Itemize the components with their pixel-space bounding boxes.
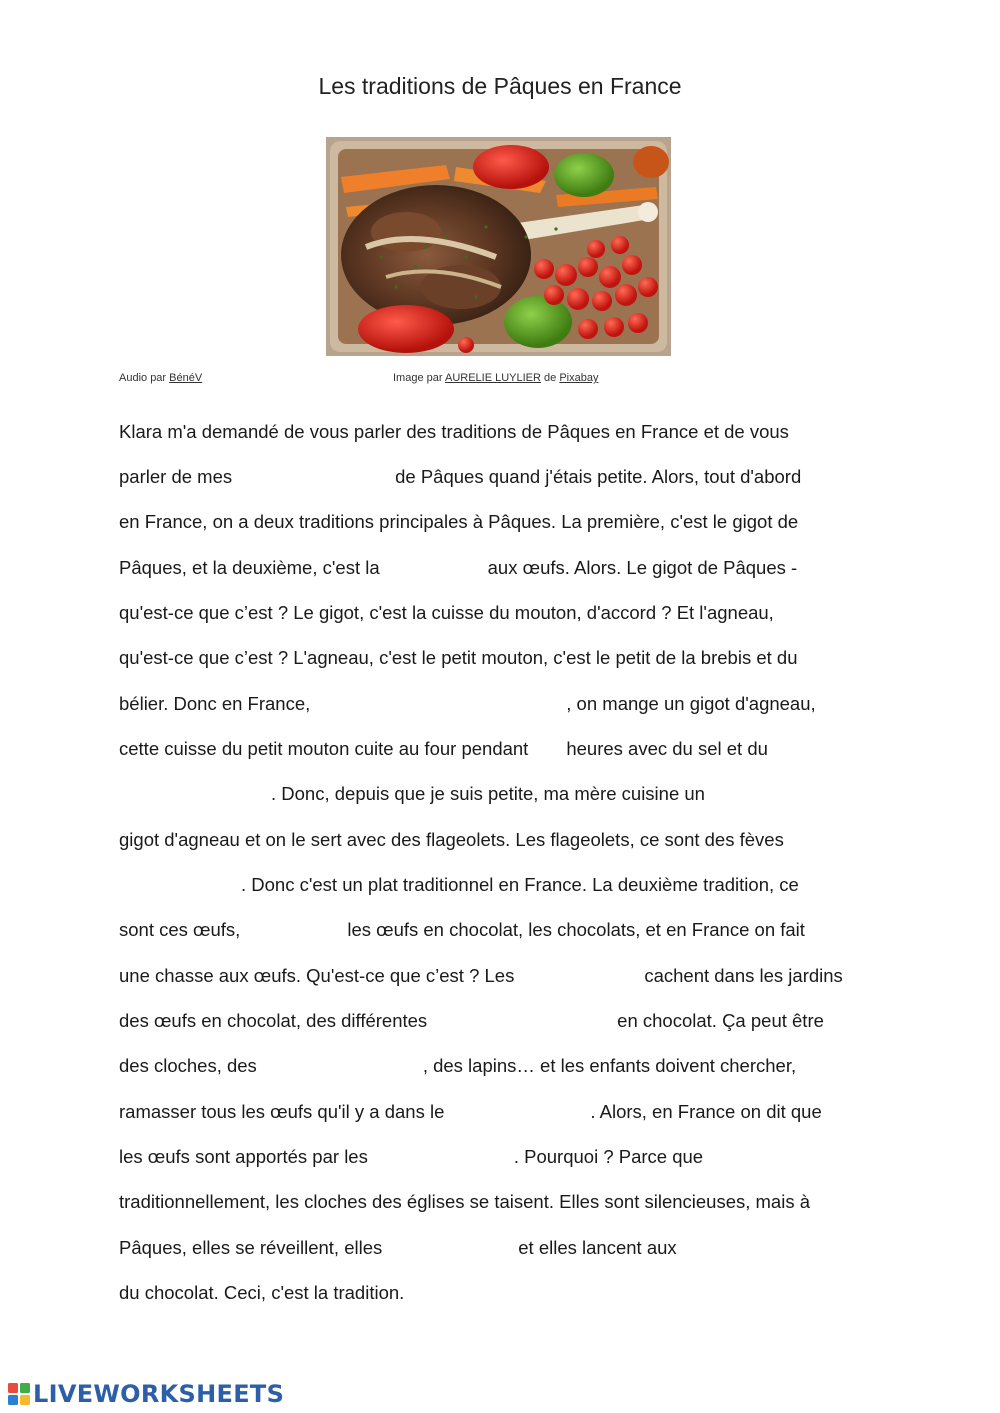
blank-field[interactable] [257, 1071, 423, 1072]
line-text: ramasser tous les œufs qu'il y a dans le [119, 1101, 445, 1122]
blank-field[interactable] [119, 799, 271, 800]
line-text: . Donc, depuis que je suis petite, ma mère cuisine un [271, 783, 705, 804]
line-text: traditionnellement, les cloches des églises se taisent. Elles sont silencieuses, mais à [119, 1191, 811, 1212]
blank-field[interactable] [380, 573, 488, 574]
line-text: les œufs en chocolat, les chocolats, et en France on fait [347, 919, 805, 940]
logo-blocks-icon [8, 1383, 30, 1405]
line-text: des œufs en chocolat, des différentes [119, 1010, 428, 1031]
line-text: et elles lancent aux [518, 1237, 677, 1258]
transcript-line [119, 693, 816, 715]
blank-field[interactable] [232, 482, 395, 483]
line-text: sont ces œufs, [119, 919, 241, 940]
line-text: des cloches, des [119, 1055, 257, 1076]
transcript-line [119, 647, 797, 669]
transcript-line [119, 1282, 404, 1304]
line-text: Pâques, et la deuxième, c'est la [119, 557, 380, 578]
transcript-line [119, 1101, 822, 1123]
line-text: de Pâques quand j'étais petite. Alors, tout d'abord [395, 466, 802, 487]
line-text: cachent dans les jardins [644, 965, 843, 986]
line-text: . Alors, en France on dit que [590, 1101, 822, 1122]
transcript-line [119, 738, 768, 760]
line-text: aux œufs. Alors. Le gigot de Pâques - [487, 557, 798, 578]
line-text: cette cuisse du petit mouton cuite au four pendant [119, 738, 529, 759]
transcript-line [119, 421, 789, 443]
page-title: Les traditions de Pâques en France [318, 73, 682, 99]
transcript-line [119, 602, 774, 624]
line-text: bélier. Donc en France, [119, 693, 311, 714]
line-text: Klara m'a demandé de vous parler des traditions de Pâques en France et de vous [119, 421, 789, 442]
logo-text: LIVEWORKSHEETS [33, 1380, 285, 1408]
transcript-line [119, 829, 784, 851]
blank-field[interactable] [382, 1253, 518, 1254]
line-text: , des lapins… et les enfants doivent chercher, [422, 1055, 797, 1076]
blank-field[interactable] [310, 709, 566, 710]
transcript-line [119, 874, 799, 896]
line-text: parler de mes [119, 466, 233, 487]
blank-field[interactable] [427, 1026, 617, 1027]
line-text: en chocolat. Ça peut être [617, 1010, 824, 1031]
transcript-line [119, 1191, 810, 1213]
transcript-line [119, 965, 843, 987]
transcript-line [119, 919, 805, 941]
easter-lamb-dish-photo [326, 137, 671, 356]
blank-field[interactable] [528, 754, 566, 755]
liveworksheets-logo [8, 1381, 284, 1407]
transcript-line [119, 511, 798, 533]
blank-field[interactable] [240, 935, 347, 936]
audio-credit-prefix: Audio par [119, 372, 167, 384]
line-text: du chocolat. Ceci, c'est la tradition. [119, 1282, 405, 1303]
transcript-line [119, 783, 705, 805]
audio-author-link[interactable]: BénéV [169, 372, 203, 384]
line-text: gigot d'agneau et on le sert avec des flageolets. Les flageolets, ce sont des fèves [119, 829, 784, 850]
blank-field[interactable] [514, 981, 644, 982]
line-text: en France, on a deux traditions principales à Pâques. La première, c'est le gigot de [119, 511, 799, 532]
image-credit-mid: de [544, 372, 557, 384]
line-text: les œufs sont apportés par les [119, 1146, 368, 1167]
image-source-link[interactable]: Pixabay [559, 372, 599, 384]
audio-credit [119, 372, 202, 384]
image-author-link[interactable]: AURELIE LUYLIER [444, 372, 541, 384]
blank-field[interactable] [119, 890, 241, 891]
line-text: qu'est-ce que c’est ? L'agneau, c'est le petit mouton, c'est le petit de la brebis et du [119, 647, 798, 668]
blank-field[interactable] [444, 1117, 590, 1118]
blank-field[interactable] [368, 1162, 514, 1163]
transcript-line [119, 557, 797, 579]
line-text: Pâques, elles se réveillent, elles [119, 1237, 383, 1258]
line-text: qu'est-ce que c’est ? Le gigot, c'est la cuisse du mouton, d'accord ? Et l'agneau, [119, 602, 774, 623]
line-text: une chasse aux œufs. Qu'est-ce que c’est ? Les [119, 965, 515, 986]
transcript-line [119, 1010, 824, 1032]
image-credit [393, 372, 598, 384]
line-text: heures avec du sel et du [566, 738, 768, 759]
transcript-line [119, 1055, 796, 1077]
line-text: , on mange un gigot d'agneau, [566, 693, 816, 714]
transcript-line [119, 1146, 703, 1168]
transcript-line [119, 466, 801, 488]
line-text: . Donc c'est un plat traditionnel en France. La deuxième tradition, ce [241, 874, 799, 895]
image-credit-prefix: Image par [393, 372, 443, 384]
line-text: . Pourquoi ? Parce que [513, 1146, 704, 1167]
transcript-line [119, 1237, 677, 1259]
